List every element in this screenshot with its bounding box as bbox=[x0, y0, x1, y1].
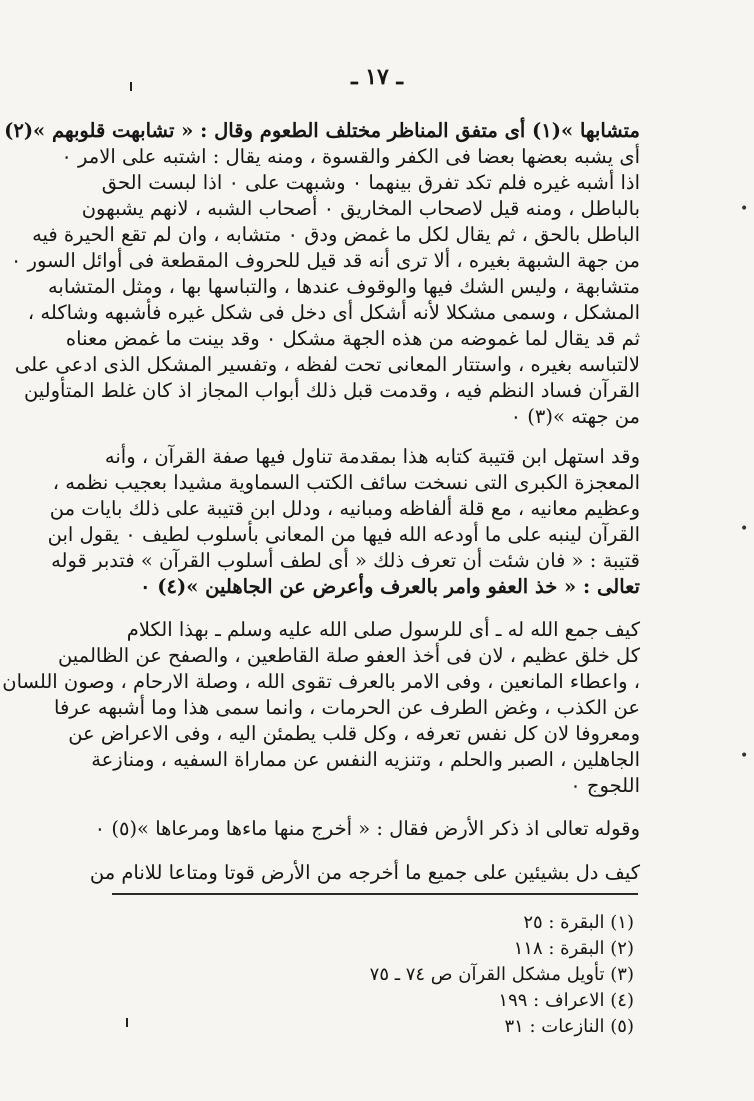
text-line: لالتباسه بغيره ، واستتار المعانى تحت لفظه ، وتفسير المشكل الذى ادعى على bbox=[14, 353, 640, 376]
text-line: ومعروفا لان كل نفس تعرفه ، وكل قلب يطمئن اليه ، وفى الاعراض عن bbox=[68, 722, 640, 745]
text-line: عن الكذب ، وغض الطرف عن الحرمات ، وانما سمى هذا وما أشبهه عرفا bbox=[54, 696, 640, 719]
margin-dot: • bbox=[740, 748, 749, 764]
text-line: وقد استهل ابن قتيبة كتابه هذا بمقدمة تناول فيها صفة القرآن ، وأنه bbox=[104, 445, 640, 468]
text-line: اذا أشبه غيره فلم تكد تفرق بينهما ٠ وشبهت على ٠ اذا لبست الحق bbox=[101, 171, 640, 194]
text-line: القرآن لينبه على ما أودعه الله فيها من المعانى بأسلوب لطيف ٠ يقول ابن bbox=[47, 523, 640, 546]
paragraph-1 bbox=[4, 118, 640, 430]
text-line: تعالى : « خذ العفو وامر بالعرف وأعرض عن الجاهلين »(٤) ٠ bbox=[139, 575, 640, 598]
margin-tick bbox=[130, 82, 132, 91]
text-line: القرآن فساد النظم فيه ، وقدمت قبل ذلك أبواب المجاز اذ كان غلط المتأولين bbox=[23, 379, 640, 402]
footnote: (٣) تأويل مشكل القرآن ص ٧٤ ـ ٧٥ bbox=[369, 964, 634, 985]
margin-dot: • bbox=[740, 201, 749, 217]
text-line: أى يشبه بعضها بعضا فى الكفر والقسوة ، ومنه يقال : اشتبه على الامر ٠ bbox=[61, 145, 640, 168]
footnote: (٢) البقرة : ١١٨ bbox=[513, 938, 634, 959]
paragraph-3 bbox=[2, 617, 640, 799]
paragraph-5 bbox=[89, 860, 640, 886]
text-line: المشكل ، وسمى مشكلا لأنه أشكل أى دخل فى شكل غيره فأشبهه وشاكله ، bbox=[27, 301, 640, 324]
text-line: ثم قد يقال لما غموضه من هذه الجهة مشكل ٠ وقد بينت ما غمض معناه bbox=[65, 327, 640, 350]
text-line: متشابهة ، وليس الشك فيها والوقوف عندها ، والتباسها بها ، ومثل المتشابه bbox=[47, 275, 640, 298]
text-line: المعجزة الكبرى التى نسخت سائف الكتب السماوية مشيدا بعجيب نظمه ، bbox=[52, 471, 640, 494]
text-line: من جهة الشبهة بغيره ، ألا ترى أنه قد قيل للحروف المقطعة فى أوائل السور ٠ bbox=[10, 249, 640, 272]
paragraph-4 bbox=[94, 816, 640, 842]
paragraph-2 bbox=[47, 444, 640, 600]
text-line: متشابها »(١) أى متفق المناظر مختلف الطعوم وقال : « تشابهت قلوبهم »(٢) bbox=[4, 119, 640, 142]
text-line: وعظيم معانيه ، مع قلة ألفاظه ومبانيه ، ودلل ابن قتيبة على ذلك بايات من bbox=[49, 497, 640, 520]
text-line: من جهته »(٣) ٠ bbox=[510, 405, 640, 428]
footnotes bbox=[370, 910, 634, 1040]
margin-dot: • bbox=[740, 521, 749, 537]
text-line: كيف دل بشيئين على جميع ما أخرجه من الأرض قوتا ومتاعا للانام من bbox=[89, 861, 640, 884]
text-line: قتيبة : « فان شئت أن تعرف ذلك « أى لطف أسلوب القرآن » فتدبر قوله bbox=[51, 549, 640, 572]
footnote: (١) البقرة : ٢٥ bbox=[523, 912, 634, 933]
text-line: ، واعطاء المانعين ، وفى الامر بالعرف تقوى الله ، وصلة الارحام ، وصون اللسان bbox=[2, 670, 640, 693]
text-line: كل خلق عظيم ، لان فى أخذ العفو صلة القاطعين ، والصفح عن الظالمين bbox=[57, 644, 640, 667]
text-line: الجاهلين ، الصبر والحلم ، وتنزيه النفس عن مماراة السفيه ، ومنازعة bbox=[91, 748, 640, 771]
footnote: (٤) الاعراف : ١٩٩ bbox=[498, 990, 634, 1011]
text-line: وقوله تعالى اذ ذكر الأرض فقال : « أخرج منها ماءها ومرعاها »(٥) ٠ bbox=[94, 817, 640, 840]
footnote-divider bbox=[112, 893, 638, 895]
margin-tick bbox=[126, 1018, 128, 1027]
text-line: اللجوج ٠ bbox=[570, 774, 640, 797]
text-line: بالباطل ، ومنه قيل لاصحاب المخاريق ٠ أصحاب الشبه ، لانهم يشبهون bbox=[81, 197, 640, 220]
text-line: كيف جمع الله له ـ أى للرسول صلى الله عليه وسلم ـ بهذا الكلام bbox=[126, 618, 640, 641]
page-number: ـ ١٧ ـ bbox=[351, 64, 403, 90]
footnote: (٥) النازعات : ٣١ bbox=[504, 1016, 634, 1037]
text-line: الباطل بالحق ، ثم يقال لكل ما غمض ودق ٠ متشابه ، وان لم تقع الحيرة فيه bbox=[32, 223, 640, 246]
